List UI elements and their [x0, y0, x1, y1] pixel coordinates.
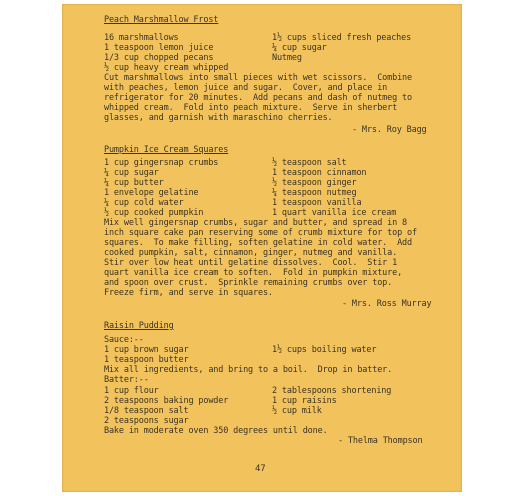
method-line: refrigerator for 20 minutes. Add pecans and dash of nutmeg to — [104, 93, 412, 103]
method-line: Bake in moderate oven 350 degrees until done. — [104, 426, 328, 436]
ingredient: 2 tablespoons shortening — [272, 386, 392, 396]
method-line: inch square cake pan reserving some of crumb mixture for top of — [104, 228, 417, 238]
method-line: with peaches, lemon juice and sugar. Cover, and place in — [104, 83, 388, 93]
ingredient: ¼ cup cold water — [104, 198, 184, 208]
recipe-author: - Mrs. Ross Murray — [342, 299, 432, 309]
recipe-title: Raisin Pudding — [104, 321, 174, 331]
ingredient: ½ teaspoon ginger — [272, 178, 357, 188]
ingredient: 16 marshmallows — [104, 33, 179, 43]
ingredient: 1½ cups boiling water — [272, 345, 377, 355]
page-number: 47 — [255, 464, 266, 474]
section-label: Batter:-- — [104, 375, 149, 385]
ingredient: 1 quart vanilla ice cream — [272, 208, 397, 218]
ingredient: ¼ teaspoon nutmeg — [272, 188, 357, 198]
recipe-title: Pumpkin Ice Cream Squares — [104, 145, 229, 155]
ingredient: ½ teaspoon salt — [272, 158, 347, 168]
ingredient: ½ cup milk — [272, 406, 322, 416]
section-label: Sauce:-- — [104, 335, 144, 345]
ingredient: 1½ cups sliced fresh peaches — [272, 33, 412, 43]
method-line: glasses, and garnish with maraschino cherries. — [104, 113, 333, 123]
ingredient: 1 cup gingersnap crumbs — [104, 158, 219, 168]
ingredient: 1 teaspoon lemon juice — [104, 43, 214, 53]
method-line: Stir over low heat until gelatine dissolves. Cool. Stir 1 — [104, 258, 398, 268]
ingredient: 1 teaspoon butter — [104, 355, 189, 365]
ingredient: 1 teaspoon vanilla — [272, 198, 362, 208]
ingredient: 1/8 teaspoon salt — [104, 406, 189, 416]
method-line: squares. To make filling, soften gelatine in cold water. Add — [104, 238, 412, 248]
method-line: quart vanilla ice cream to soften. Fold in pumpkin mixture, — [104, 268, 403, 278]
recipe-author: - Thelma Thompson — [338, 436, 423, 446]
ingredient: Nutmeg — [272, 53, 302, 63]
ingredient: 1 envelope gelatine — [104, 188, 199, 198]
method-line: Cut marshmallows into small pieces with wet scissors. Combine — [104, 73, 412, 83]
recipe-title: Peach Marshmallow Frost — [104, 15, 219, 25]
ingredient: 2 teaspoons sugar — [104, 416, 189, 426]
ingredient: 1/3 cup chopped pecans — [104, 53, 214, 63]
ingredient: 1 teaspoon cinnamon — [272, 168, 367, 178]
ingredient: 1 cup flour — [104, 386, 159, 396]
method-line: Freeze firm, and serve in squares. — [104, 288, 273, 298]
method-line: Mix well gingersnap crumbs, sugar and butter, and spread in 8 — [104, 218, 408, 228]
method-line: and spoon over crust. Sprinkle remaining crumbs over top. — [104, 278, 393, 288]
method-line: whipped cream. Fold into peach mixture. Serve in sherbert — [104, 103, 398, 113]
ingredient: ¼ cup butter — [104, 178, 164, 188]
ingredient: ½ cup cooked pumpkin — [104, 208, 204, 218]
ingredient: 2 teaspoons baking powder — [104, 396, 229, 406]
ingredient: 1 cup brown sugar — [104, 345, 189, 355]
ingredient: 1 cup raisins — [272, 396, 337, 406]
ingredient: ¼ cup sugar — [272, 43, 327, 53]
method-line: Mix all ingredients, and bring to a boil. Drop in batter. — [104, 365, 393, 375]
ingredient: ½ cup heavy cream whipped — [104, 63, 229, 73]
method-line: cooked pumpkin, salt, cinnamon, ginger, nutmeg and vanilla. — [104, 248, 398, 258]
ingredient: ¼ cup sugar — [104, 168, 159, 178]
recipe-author: - Mrs. Roy Bagg — [352, 125, 427, 135]
